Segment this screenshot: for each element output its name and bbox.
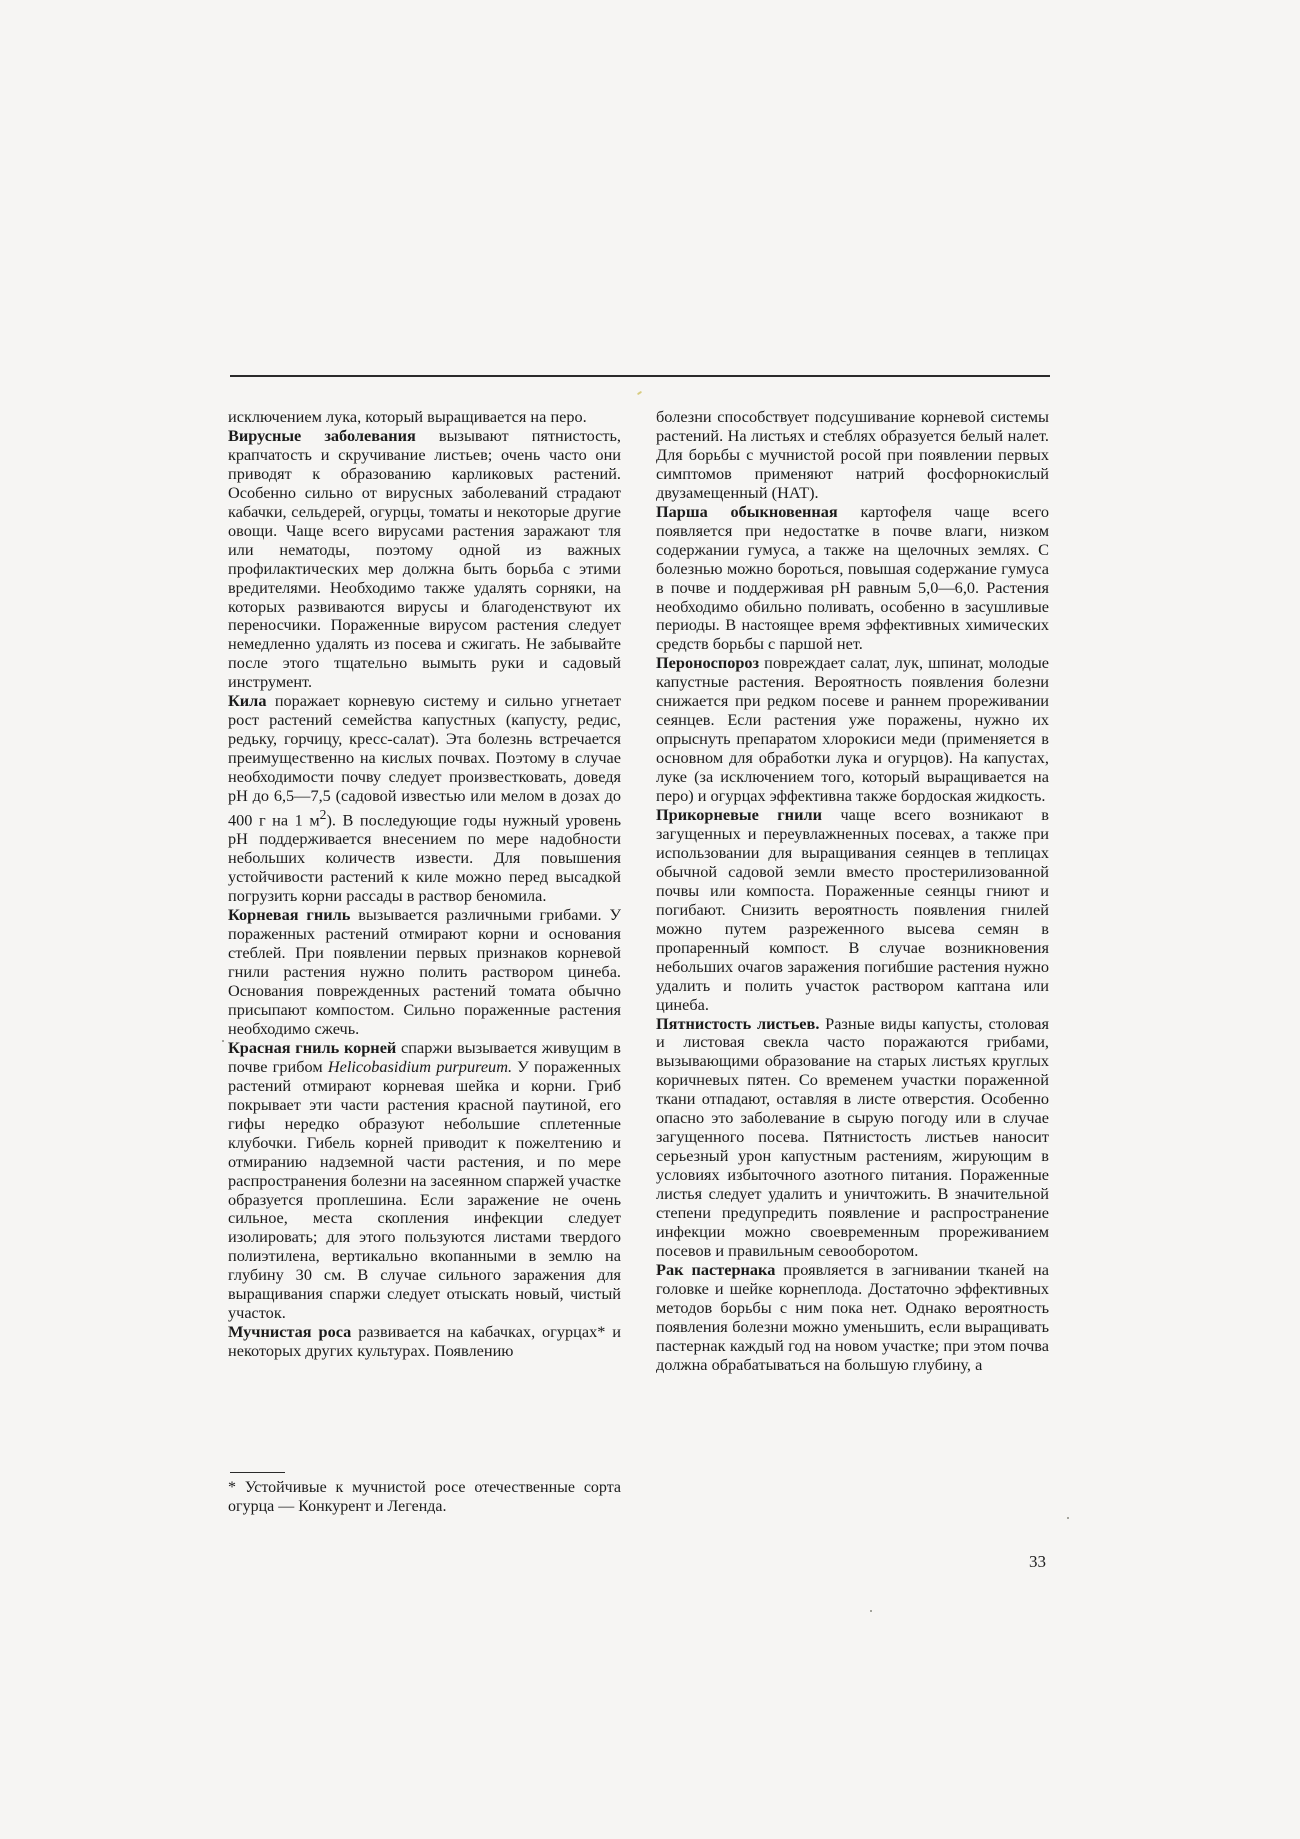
scan-speck bbox=[222, 1040, 224, 1042]
term-clubroot: Кила bbox=[228, 691, 267, 711]
species-name: Helicobasidium purpureum. bbox=[327, 1056, 513, 1076]
scan-speck bbox=[637, 391, 642, 396]
page-number: 33 bbox=[1029, 1552, 1046, 1571]
paragraph-clubroot: Кила поражает корневую систему и сильно угнетает рост растений семейства капустных (капусту, редис, редьку, горчицу, кресс-салат). Эта болезнь встречается преимущественно на кислых почвах. Поэтому в случае необходимости почву следует произвестковать, доведя pH до 6,5—7,5 (садовой известью или мелом в дозах до 400 г на 1 $м^2$). В последующие годы нужный уровень pH поддерживается внесением по мере надобности небольших количеств извести. Для повышения устойчивости растений к киле можно перед высадкой погрузить корни рассады в раствор беномила. bbox=[228, 691, 622, 906]
right-column bbox=[656, 408, 1049, 1375]
paragraph-root-rot: Корневая гниль вызывается различными грибами. У пораженных растений отмирают корни и основания стеблей. При появлении первых признаков корневой гнили растения нужно полить раствором цинеба. Основания поврежденных растений томата обычно присыпают компостом. Сильно пораженные растения необходимо сжечь. bbox=[228, 905, 621, 1038]
term-downy-mildew: Пероноспороз bbox=[656, 653, 760, 673]
term-root-rot: Корневая гниль bbox=[228, 905, 351, 925]
scan-speck bbox=[870, 1610, 872, 1612]
paragraph-continuation: исключением лука, который выращивается на перо. bbox=[228, 407, 587, 426]
scan-speck bbox=[1067, 1517, 1069, 1519]
paragraph-parsnip-canker: Рак пастернака проявляется в загнивании тканей на головке и шейке корнеплода. Достаточно эффективных методов борьбы с ним пока нет. Однако вероятность появления болезни можно уменьшить, если выращивать пастернак каждый год на новом участке; при этом почва должна обрабатываться на большую глубину, а bbox=[656, 1259, 1049, 1374]
term-powdery-mildew: Мучнистая роса bbox=[228, 1322, 352, 1342]
paragraph-leaf-spot: Пятнистость листьев. Разные виды капусты, столовая и листовая свекла часто поражаются грибами, вызывающими образование на старых листьях круглых коричневых пятен. Со временем участки пораженной ткани отпадают, оставляя в листе отверстия. Особенно опасно это заболевание в сырую погоду или в случае загущенного посева. Пятнистость листьев наносит серьезный урон капустным растениям, жирующим в условиях избыточного азотного питания. Пораженные листья следует удалить и уничтожить. В значительной степени предупредить появление и распространение инфекции можно своевременным прореживанием посевов и правильным севооборотом. bbox=[656, 1013, 1049, 1260]
paragraph-downy-mildew: Пероноспороз повреждает салат, лук, шпинат, молодые капустные растения. Вероятность появления болезни снижается при редком посеве и раннем прореживании сеянцев. Если растения уже поражены, нужно их опрыснуть препаратом хлорокиси меди (применяется в основном для обработки лука и огурцов). На капустах, луке (за исключением того, который выращивается на перо) и огурцах эффективна также бордоская жидкость. bbox=[656, 653, 1049, 806]
left-column bbox=[228, 408, 621, 1361]
paragraph-violet-root-rot: Красная гниль корней спаржи вызывается живущим в почве грибом Helicobasidium purpureum. У пораженных растений отмирают корневая шейка и корни. Гриб покрывает эти части растения красной паутиной, его гифы нередко образуют небольшие сплетенные клубочки. Гибель корней приводит к пожелтению и отмиранию надземной части растения, и по мере распространения болезни на засеянном спаржей участке образуется проплешина. Если заражение не очень сильное, места скопления инфекции следует изолировать; для этого пользуются листами твердого полиэтилена, вертикально вкопанными в землю на глубину 30 см. В случае сильного заражения для выращивания спаржи следует отыскать новый, чистый участок. bbox=[228, 1037, 622, 1323]
footnote-rule bbox=[230, 1472, 285, 1473]
term-parsnip-canker: Рак пастернака bbox=[656, 1259, 776, 1279]
term-leaf-spot: Пятнистость листьев. bbox=[656, 1013, 820, 1033]
paragraph-common-scab: Парша обыкновенная картофеля чаще всего появляется при недостатке в почве влаги, низком содержании гумуса, а также на щелочных землях. С болезнью можно бороться, повышая содержание гумуса в почве и поддерживая pH равным 5,0—6,0. Растения необходимо обильно поливать, особенно в засушливые периоды. В настоящее время эффективных химических средств борьбы с паршой нет. bbox=[656, 501, 1049, 654]
paragraph-viral-diseases: Вирусные заболевания вызывают пятнистость, крапчатость и скручивание листьев; очень часто они приводят к образованию карликовых растений. Особенно сильно от вирусных заболеваний страдают кабачки, сельдерей, огурцы, томаты и некоторые другие овощи. Чаще всего вирусами растения заражают тля или нематоды, поэтому одной из важных профилактических мер должна быть борьба с этими вредителями. Необходимо также удалять сорняки, на которых развиваются вирусы и благоденствуют их переносчики. Пораженные вирусом растения следует немедленно удалять из посева и сжигать. Не забывайте после этого тщательно вымыть руки и садовый инструмент. bbox=[228, 425, 621, 692]
term-viral-diseases: Вирусные заболевания bbox=[228, 425, 416, 445]
paragraph-continuation-right: болезни способствует подсушивание корневой системы растений. На листьях и стеблях образуется белый налет. Для борьбы с мучнистой росой при появлении первых симптомов применяют натрий фосфорнокислый двузамещенный (НАТ). bbox=[656, 407, 1049, 502]
paragraph-powdery-mildew: Мучнистая роса развивается на кабачках, огурцах* и некоторых других культурах. Появлению bbox=[228, 1322, 621, 1361]
paragraph-damping-off: Прикорневые гнили чаще всего возникают в загущенных и переувлажненных посевах, а также при использовании для выращивания сеянцев в теплицах обычной садовой земли вместо простерилизованной почвы или компоста. Пораженные сеянцы гниют и погибают. Снизить вероятность появления гнилей можно путем разреженного высева семян в пропаренный компост. В случае возникновения небольших очагов заражения погибшие растения нужно удалить и полить участок раствором каптана или цинеба. bbox=[656, 805, 1049, 1014]
header-rule bbox=[230, 375, 1050, 377]
term-common-scab: Парша обыкновенная bbox=[656, 501, 838, 521]
footnote: * Устойчивые к мучнистой росе отечественные сорта огурца — Конкурент и Легенда. bbox=[228, 1479, 621, 1515]
term-damping-off: Прикорневые гнили bbox=[656, 805, 822, 825]
term-violet-root-rot: Красная гниль корней bbox=[228, 1037, 397, 1057]
